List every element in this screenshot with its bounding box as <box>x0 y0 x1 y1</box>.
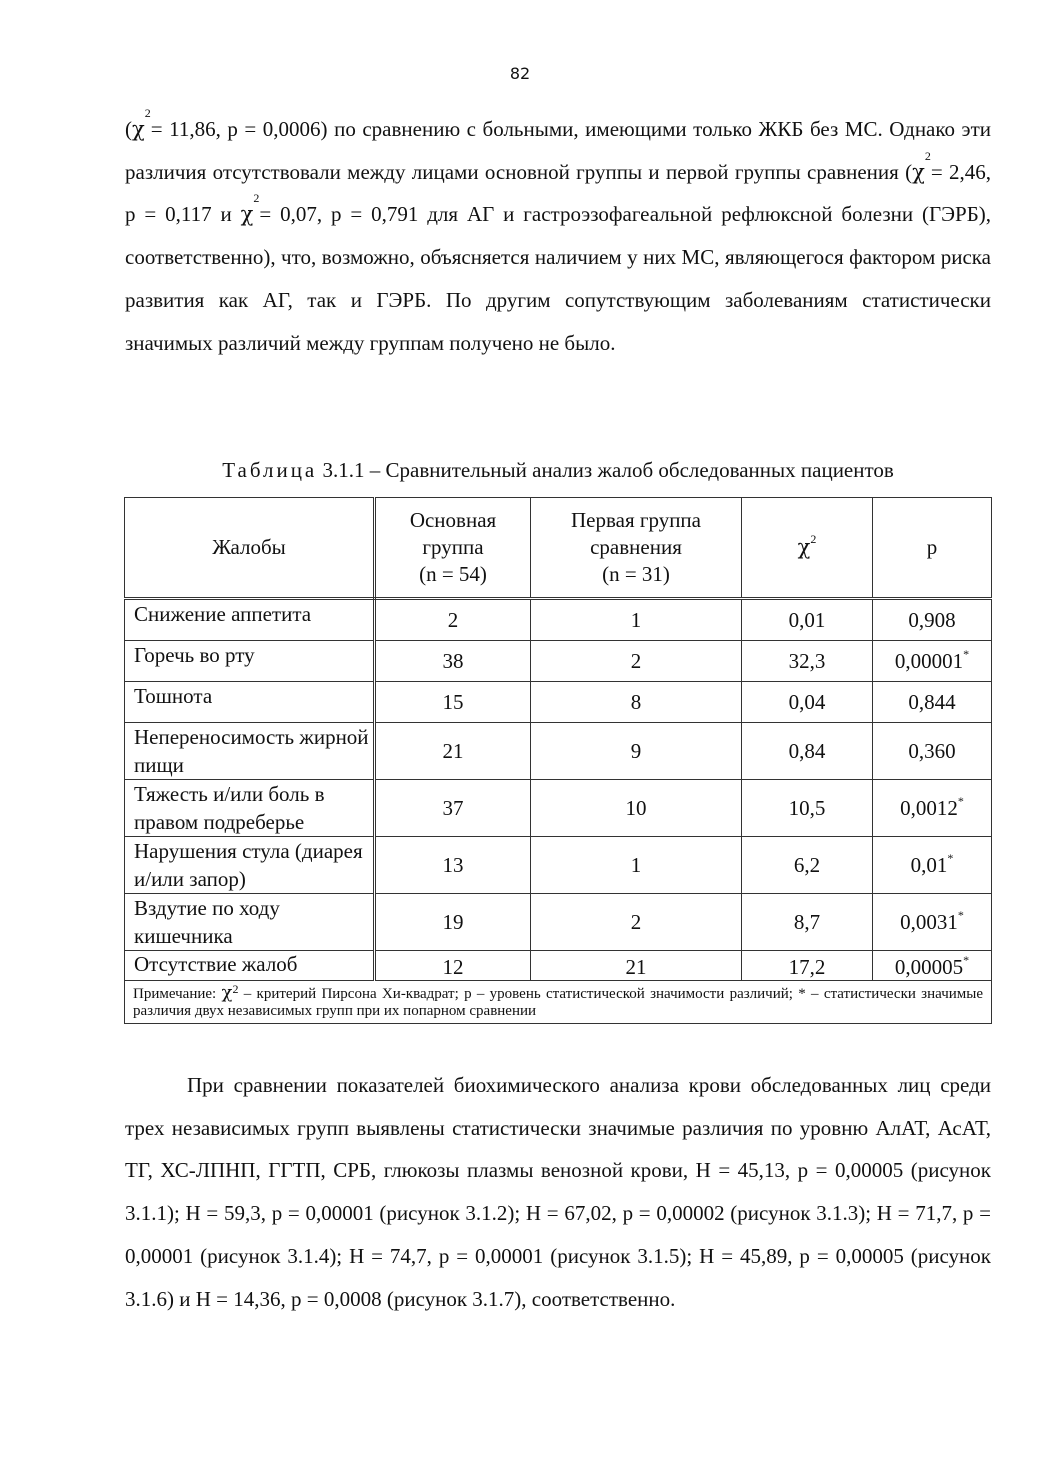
main-group-count: 19 <box>375 894 531 951</box>
main-group-count: 2 <box>375 599 531 641</box>
paragraph-biochemistry-text: При сравнении показателей биохимического анализа крови обследованных лиц среди трех независимых групп выявлены статистически значимые различия по уровню АлАТ, АсАТ, ТГ, ХС-ЛПНП, ГГТП, СРБ, глюкозы плазмы венозной крови, Н = 45,13, р = 0,00005 (рисунок 3.1.1); Н = 59,3, р = 0,00001 (рисунок 3.1.2); Н = 67,02, р = 0,00002 (рисунок 3.1.3); Н = 71,7, р = 0,00001 (рисунок 3.1.4); Н = 74,7, р = 0,00001 (рисунок 3.1.5); Н = 45,89, р = 0,00005 (рисунок 3.1.6) и Н = 14,36, р = 0,0008 (рисунок 3.1.7), соответственно. <box>125 1073 991 1311</box>
comparison-group-count: 2 <box>531 641 742 682</box>
header-comparison-line1: Первая группа <box>571 508 701 532</box>
p-value-cell <box>873 723 992 780</box>
chi-square-value: 6,2 <box>742 837 873 894</box>
chi-symbol: χ <box>132 117 145 141</box>
p-value-cell <box>873 599 992 641</box>
table-row <box>125 682 992 723</box>
table-row <box>125 837 992 894</box>
header-main-group-line3: (n = 54) <box>419 562 487 586</box>
page-number: 82 <box>509 64 531 83</box>
header-main-group-line2: группа <box>422 535 484 559</box>
chi-square-value: 8,7 <box>742 894 873 951</box>
p-value: 0,00001 <box>894 648 964 673</box>
p-value-cell <box>873 780 992 837</box>
chi-square-value: 17,2 <box>742 951 873 981</box>
main-group-count: 15 <box>375 682 531 723</box>
paragraph-text-segment: ( <box>125 117 132 141</box>
main-group-count: 21 <box>375 723 531 780</box>
main-group-count: 13 <box>375 837 531 894</box>
significance-star: * <box>963 953 970 967</box>
note-chi-power: 2 <box>232 982 239 996</box>
chi-symbol: χ <box>912 159 925 184</box>
table-note-row <box>125 981 992 1024</box>
complaint-label: Вздутие по ходу кишечника <box>125 894 375 951</box>
chi-square-value: 10,5 <box>742 780 873 837</box>
complaint-label: Нарушения стула (диарея и/или запор) <box>125 837 375 894</box>
p-value-cell <box>873 641 992 682</box>
p-value-cell <box>873 894 992 951</box>
table-row <box>125 780 992 837</box>
note-prefix: Примечание: <box>133 986 222 1002</box>
header-comparison-line3: (n = 31) <box>602 562 670 586</box>
complaints-table <box>124 497 992 1024</box>
p-value-cell <box>873 837 992 894</box>
complaint-label: Тяжесть и/или боль в правом подреберье <box>125 780 375 837</box>
table-caption-label: Таблица <box>222 458 318 482</box>
table-header-row <box>125 498 992 599</box>
chi-square-value: 0,01 <box>742 599 873 641</box>
chi-power: 2 <box>924 148 931 163</box>
complaint-label: Тошнота <box>125 682 375 723</box>
header-main-group-line1: Основная <box>409 508 497 532</box>
chi-square-value: 0,04 <box>742 682 873 723</box>
p-value: 0,01 <box>910 852 948 877</box>
p-value: 0,0012 <box>900 795 958 820</box>
paragraph-comorbidities <box>125 108 991 364</box>
significance-star: * <box>957 907 964 922</box>
complaint-label: Снижение аппетита <box>125 599 375 641</box>
comparison-group-count: 1 <box>531 837 742 894</box>
complaint-label: Горечь во рту <box>125 641 375 682</box>
chi-symbol: χ <box>240 202 254 227</box>
p-value-cell <box>873 951 992 981</box>
note-text: – критерий Пирсона Хи-квадрат; р – уровень статистической значимости различий; * – статистически значимые различия двух независимых групп при их попарном сравнении <box>133 986 983 1019</box>
p-value-cell <box>873 682 992 723</box>
header-complaints: Жалобы <box>125 498 375 599</box>
table-row <box>125 599 992 641</box>
complaint-label: Непереносимость жирной пищи <box>125 723 375 780</box>
chi-power: 2 <box>144 106 151 120</box>
significance-star: * <box>963 646 970 661</box>
paragraph-text-segment: = 11,86, p = 0,0006) по сравнению с больными, имеющими только ЖКБ без МС. Однако эти различия отсутствовали между лицами основной группы и первой группы сравнения ( <box>125 117 991 184</box>
table-caption <box>125 455 991 485</box>
comparison-group-count: 8 <box>531 682 742 723</box>
table-body <box>125 599 992 981</box>
significance-star: * <box>957 793 964 808</box>
complaint-label: Отсутствие жалоб <box>125 951 375 981</box>
comparison-group-count: 9 <box>531 723 742 780</box>
header-chi-symbol: χ <box>797 535 811 559</box>
significance-star: * <box>947 850 954 865</box>
comparison-group-count: 21 <box>531 951 742 981</box>
table-row <box>125 641 992 682</box>
comparison-group-count: 2 <box>531 894 742 951</box>
note-chi-symbol: χ <box>221 982 233 1003</box>
table-row <box>125 951 992 981</box>
p-value: 0,844 <box>908 689 956 714</box>
table-row <box>125 723 992 780</box>
table-row <box>125 894 992 951</box>
chi-power: 2 <box>253 191 260 206</box>
header-first-comparison-group <box>531 498 742 599</box>
comparison-group-count: 10 <box>531 780 742 837</box>
header-chi-power: 2 <box>810 532 817 546</box>
p-value: 0,0031 <box>900 909 958 934</box>
header-chi-square <box>742 498 873 599</box>
paragraph-text-segment: = 0,07, р = 0,791 для АГ и гастроэзофагеальной рефлюксной болезни (ГЭРБ), соответственно), что, возможно, объясняется наличием у них МС, являющегося фактором риска развития как АГ, так и ГЭРБ. По другим сопутствующим заболеваниям статистически значимых различий между группам получено не было. <box>125 202 991 355</box>
comparison-group-count: 1 <box>531 599 742 641</box>
table-note <box>125 981 992 1024</box>
p-value: 0,360 <box>908 738 956 763</box>
chi-square-value: 0,84 <box>742 723 873 780</box>
header-comparison-line2: сравнения <box>590 535 682 559</box>
paragraph-text-segment: = 2,46, р = 0,117 и <box>125 159 991 227</box>
chi-square-value: 32,3 <box>742 641 873 682</box>
p-value: 0,00005 <box>894 955 964 979</box>
main-group-count: 12 <box>375 951 531 981</box>
main-group-count: 38 <box>375 641 531 682</box>
header-p-value: p <box>873 498 992 599</box>
p-value: 0,908 <box>908 607 956 632</box>
paragraph-biochemistry <box>125 1064 991 1320</box>
main-group-count: 37 <box>375 780 531 837</box>
table-caption-text: 3.1.1 – Сравнительный анализ жалоб обследованных пациентов <box>317 458 894 482</box>
header-main-group <box>375 498 531 599</box>
